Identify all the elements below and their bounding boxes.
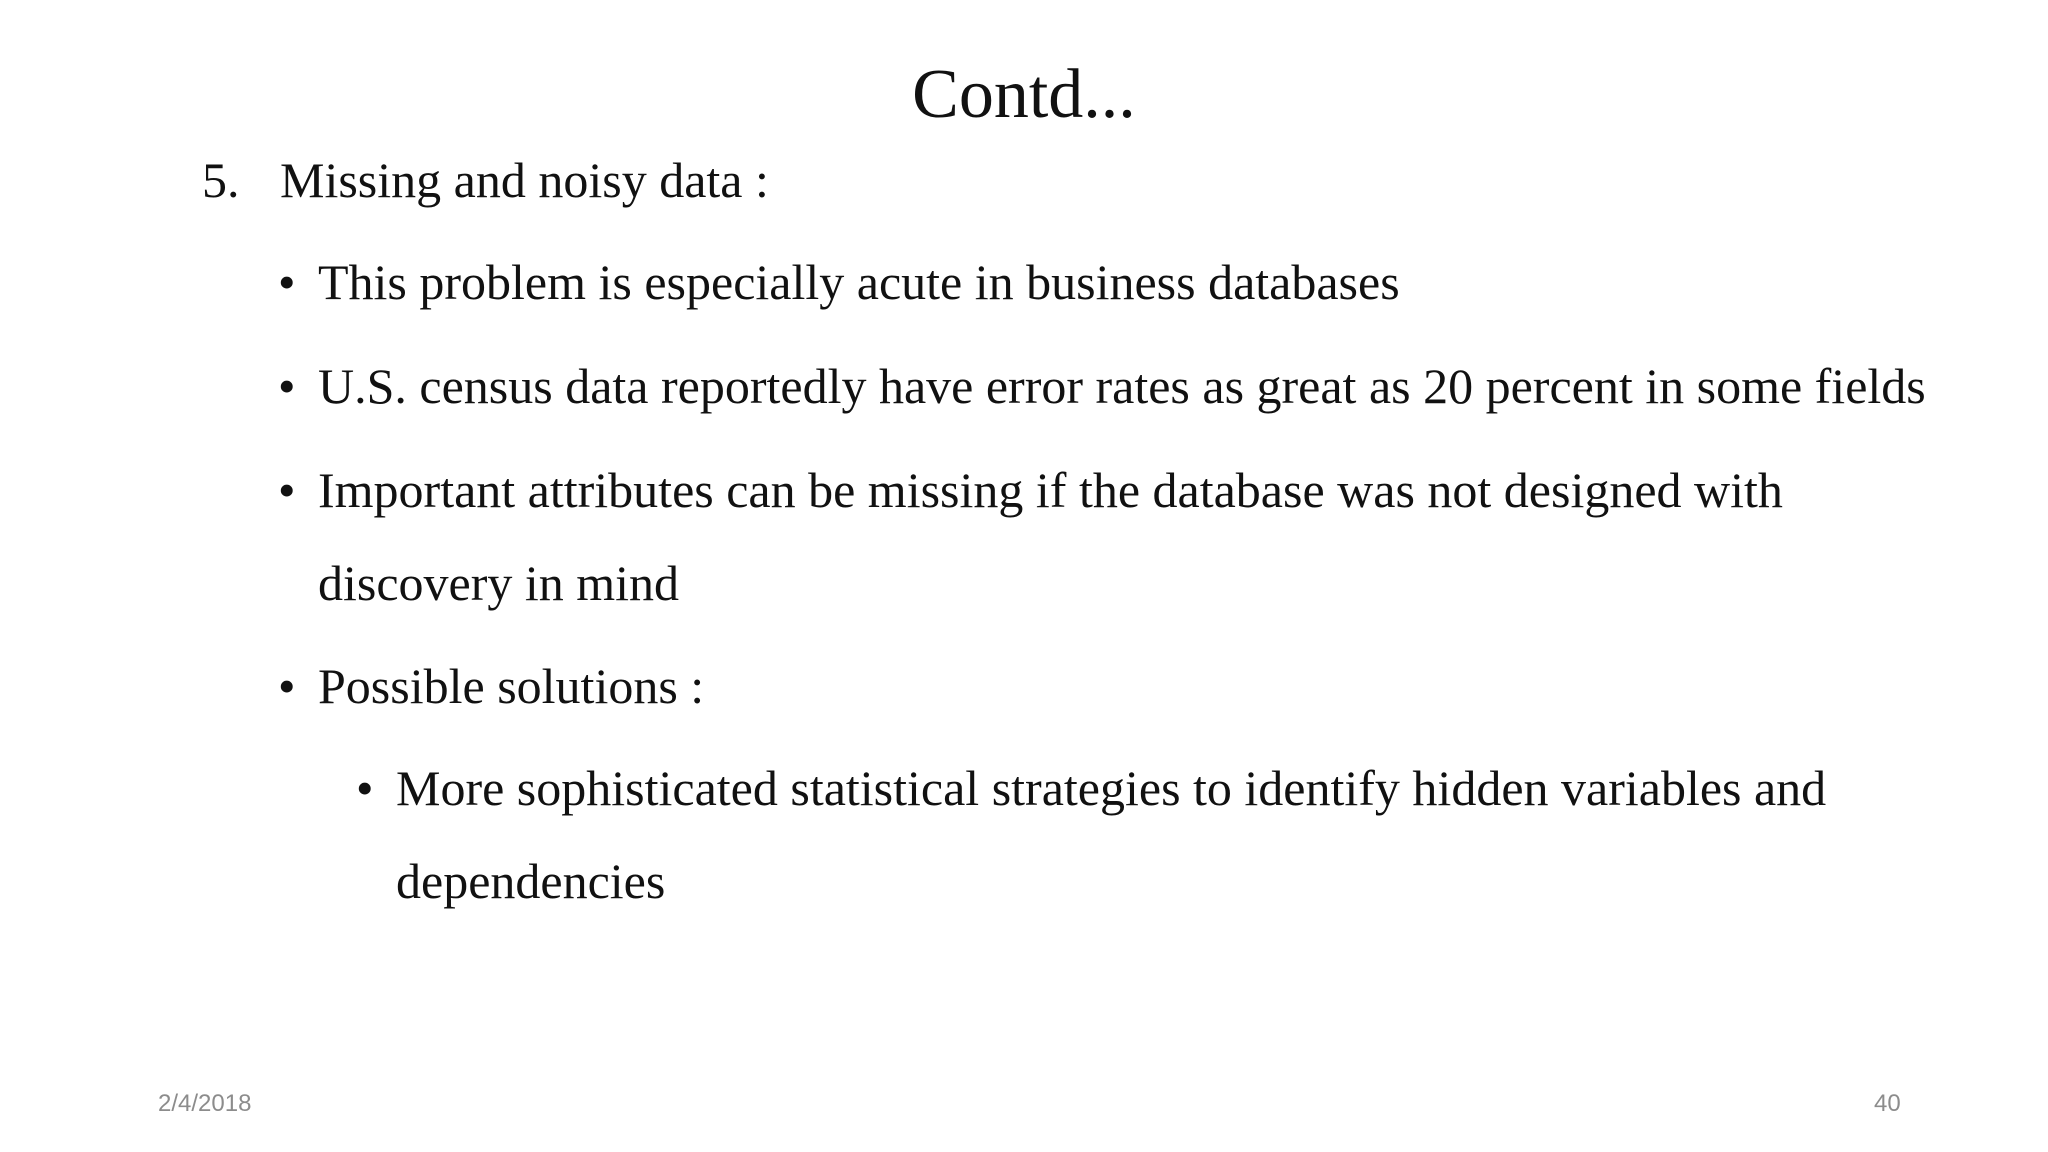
section-heading: Missing and noisy data : xyxy=(280,152,769,208)
sub-bullet-text: More sophisticated statistical strategies to identify hidden variables and dependencies xyxy=(396,760,1827,909)
bullet-glyph: • xyxy=(278,462,296,518)
bullet-text: U.S. census data reportedly have error rates as great as 20 percent in some fields xyxy=(318,358,1926,414)
list-number: 5. xyxy=(202,152,240,208)
footer-page-number: 40 xyxy=(1874,1090,1901,1117)
bullet-text: Possible solutions : xyxy=(318,658,705,714)
bullet-glyph: • xyxy=(278,358,296,414)
numbered-item-heading xyxy=(202,150,769,210)
sub-bullet-item xyxy=(356,742,1916,928)
bullet-item xyxy=(278,444,1938,630)
bullet-glyph: • xyxy=(356,760,374,816)
slide-title: Contd... xyxy=(912,56,1136,133)
bullet-text: Important attributes can be missing if the database was not designed with discovery in mind xyxy=(318,462,1783,611)
bullet-item xyxy=(278,340,2018,433)
bullet-item xyxy=(278,640,1918,733)
bullet-glyph: • xyxy=(278,658,296,714)
bullet-text: This problem is especially acute in business databases xyxy=(318,254,1400,310)
footer-date: 2/4/2018 xyxy=(158,1090,252,1117)
bullet-item xyxy=(278,236,2018,329)
bullet-glyph: • xyxy=(278,254,296,310)
